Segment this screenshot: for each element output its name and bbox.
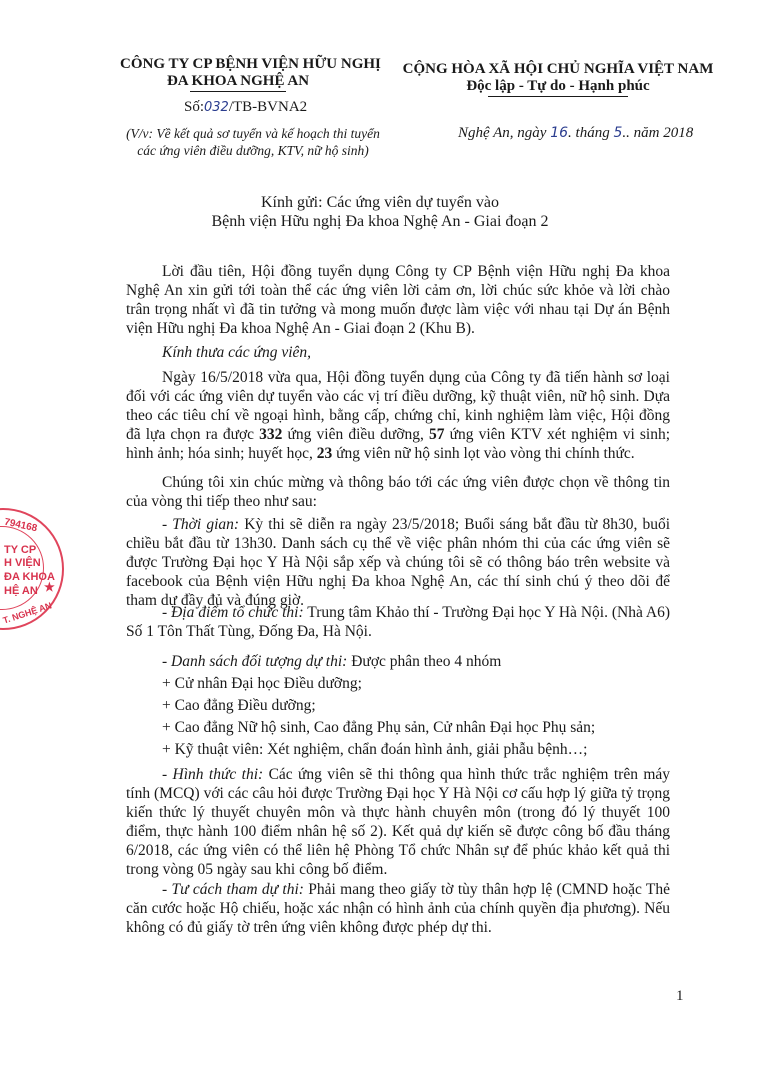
paragraph-intro: Lời đầu tiên, Hội đồng tuyển dụng Công ty CP Bệnh viện Hữu nghị Đa khoa Nghệ An xin gửi tới toàn thể các ứng viên lời cảm ơn, lời chúc sức khỏe và lời chào trân trọng nhất vì đã tin tưởng và mong muốn được làm việc với nhau tại Dự án Bệnh viện Hữu nghị Đa khoa Nghệ An - Giai đoạn 2 (Khu B). (126, 263, 670, 337)
format-label: - Hình thức thi: (162, 766, 264, 783)
salutation-line2: Bệnh viện Hữu nghị Đa khoa Nghệ An - Giai đoạn 2 (211, 213, 549, 230)
section-place (126, 603, 670, 641)
date-month-label: tháng (575, 125, 610, 141)
doc-number-prefix: Số: (184, 99, 205, 115)
company-name-line1: CÔNG TY CP BỆNH VIỆN HỮU NGHỊ (120, 56, 381, 72)
issue-date: Nghệ An, ngày 16. tháng 5.. năm 2018 (458, 125, 694, 141)
date-prefix: Nghệ An, ngày (458, 125, 547, 141)
doc-number (184, 99, 307, 116)
place-text: Trung tâm Khảo thí - Trường Đại học Y Hà Nội. (Nhà A6) Số 1 Tôn Thất Tùng, Đống Đa, Hà Nội. (126, 604, 671, 640)
subject-line2: các ứng viên điều dưỡng, KTV, nữ hộ sinh) (137, 143, 369, 158)
greeting: Kính thưa các ứng viên, (162, 344, 312, 361)
nation-title: CỘNG HÒA XÃ HỘI CHỦ NGHĨA VIỆT NAM (402, 61, 714, 77)
eligibility-label: - Tư cách tham dự thi: (162, 881, 304, 898)
date-day: 16 (550, 125, 569, 141)
seal-code: 794168 (3, 516, 39, 535)
section-eligibility (126, 880, 670, 937)
section-time (126, 515, 670, 610)
paragraph-results (126, 368, 670, 463)
count-technicians: 57 (428, 426, 445, 443)
seal-text-3: ĐA KHOA (4, 571, 55, 583)
results-text-b: ứng viên điều dưỡng, (287, 426, 424, 443)
subject-line1: (V/v: Về kết quả sơ tuyển và kế hoạch thi tuyển (126, 126, 380, 141)
seal-text-2: H VIỆN (4, 557, 41, 569)
group-item: + Cao đẳng Điều dưỡng; (162, 697, 316, 714)
group-item: + Cử nhân Đại học Điều dưỡng; (162, 675, 362, 692)
group-item: + Cao đẳng Nữ hộ sinh, Cao đẳng Phụ sản, Cử nhân Đại học Phụ sản; (162, 719, 596, 736)
seal-star-icon: ★ (44, 580, 55, 594)
time-text: Kỳ thi sẽ diễn ra ngày 23/5/2018; Buổi sáng bắt đầu từ 8h30, buổi chiều bắt đầu từ 13h30. Danh sách cụ thể về việc phân nhóm thi của các ứng viên sẽ được Trường Đại học Y Hà Nội sắp xếp và chúng tôi sẽ có thông báo trên website và facebook của Bệnh viện Hữu nghị Đa khoa Nghệ An, các thí sinh chú ý theo dõi để tham dự đầy đủ và đúng giờ. (126, 516, 670, 609)
paragraph-congrats: Chúng tôi xin chúc mừng và thông báo tới các ứng viên được chọn về thông tin của vòng thi tiếp theo như sau: (126, 474, 670, 510)
results-text-d: ứng viên nữ hộ sinh lọt vào vòng thi chính thức. (336, 445, 635, 462)
list-label: - Danh sách đối tượng dự thi: (162, 653, 348, 670)
seal-text-1: TY CP (4, 544, 37, 556)
place-label: - Địa điểm tổ chức thi: (162, 604, 304, 621)
count-midwives: 23 (316, 445, 333, 462)
date-year: năm 2018 (633, 125, 694, 141)
section-exam-format (126, 765, 670, 879)
doc-number-handwritten: 032 (204, 100, 229, 115)
date-month: 5 (613, 125, 623, 141)
eligibility-text: Phải mang theo giấy tờ tùy thân hợp lệ (CMND hoặc Thẻ căn cước hoặc Hộ chiếu, hoặc xác nhận có hình ảnh của chính quyền địa phương). Nếu không có đủ giấy tờ trên ứng viên không được phép dự thi. (126, 881, 670, 936)
group-item: + Kỹ thuật viên: Xét nghiệm, chẩn đoán hình ảnh, giải phẫu bệnh…; (162, 741, 588, 758)
seal-text-4: HỆ AN (4, 585, 38, 597)
count-nurses: 332 (259, 426, 283, 443)
doc-number-suffix: /TB-BVNA2 (228, 99, 308, 115)
results-text-c: ứng viên KTV xét nghiệm vi sinh; hình ảnh; hóa sinh; huyết học, (126, 426, 670, 462)
results-text-a: Ngày 16/5/2018 vừa qua, Hội đồng tuyển dụng của Công ty đã tiến hành sơ loại đối với các ứng viên dự tuyển vào các vị trí điều dưỡng, kỹ thuật viên, nữ hộ sinh. Dựa theo các tiêu chí về ngoại hình, bằng cấp, chứng chỉ, kinh nghiệm làm việc, Hội đồng đã lựa chọn ra được (126, 369, 670, 443)
format-text: Các ứng viên sẽ thi thông qua hình thức trắc nghiệm trên máy tính (MCQ) với các câu hỏi được Trường Đại học Y Hà Nội cơ cấu hợp lý giữa tỷ trọng kiến thức lý thuyết chuyên môn và thực hành chuyên môn (trong đó lý thuyết 100 điểm, thực hành 100 điểm nhân hệ số 2). Kết quả dự kiến sẽ được công bố đầu tháng 6/2018, các ứng viên có thể liên hệ Phòng Tổ chức Nhân sự để phúc khảo kết quả thi trong vòng 05 ngày sau khi công bố điểm. (126, 766, 671, 878)
company-underline (190, 91, 286, 92)
nation-motto: Độc lập - Tự do - Hạnh phúc (466, 78, 650, 94)
motto-underline (488, 96, 628, 97)
seal-arc-text: T. NGHỆ AN (1, 600, 53, 626)
page-number: 1 (676, 988, 684, 1004)
salutation-line1: Kính gửi: Các ứng viên dự tuyển vào (261, 194, 499, 211)
section-candidate-list (126, 652, 670, 671)
list-text: Được phân theo 4 nhóm (351, 653, 502, 670)
company-name-line2: ĐA KHOA NGHỆ AN (166, 73, 310, 89)
time-label: - Thời gian: (162, 516, 240, 533)
